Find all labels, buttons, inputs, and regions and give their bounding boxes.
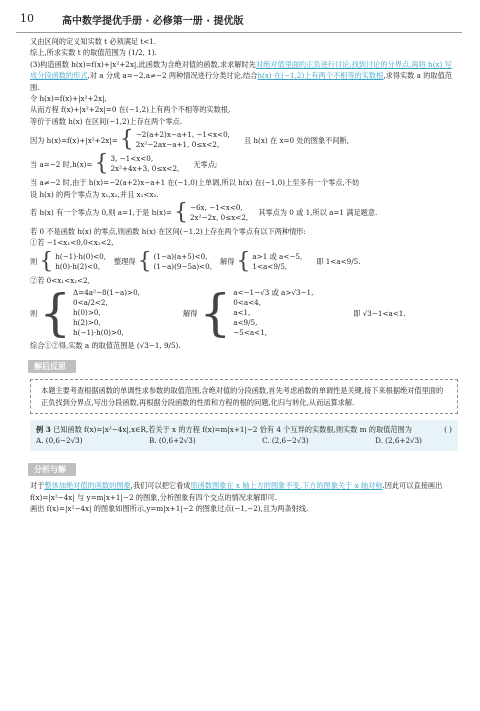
text: 对于 [30, 481, 45, 491]
case: −6x, −1<x<0, [189, 203, 243, 213]
text: ,求得实数 a 的取值范围. [30, 71, 452, 92]
cases [136, 130, 230, 150]
brace: { [137, 248, 152, 274]
piecewise-h-a-neg2 [30, 153, 458, 175]
section-heading-reflection: 解后反思 [28, 360, 76, 373]
page-header [16, 10, 462, 33]
content [30, 36, 458, 514]
text: 即 1<a<9/5. [316, 257, 361, 267]
case: −2(a+2)x−a+1, −1<x<0, [135, 130, 230, 140]
choice-c: C. (2,6−2√3) [262, 436, 309, 446]
text-line: 等价于函数 h(x) 在区间(−1,2)上存在两个零点. [30, 116, 183, 126]
case: 3, −1<x<0, [110, 154, 154, 164]
case: a>1 或 a<−5, [252, 251, 303, 261]
page-number: 10 [20, 12, 34, 25]
text-line: ②若 0<x₁<x₂<2, [30, 275, 91, 285]
cases [252, 252, 302, 272]
case: 2x²+4x+3, 0≤x<2, [110, 164, 180, 174]
text-line: 设 h(x) 的两个零点为 x₁,x₂,并且 x₁<x₂. [30, 189, 159, 199]
choices [36, 435, 452, 446]
text: ,我们可以把它看成 [130, 481, 191, 491]
choice-b: B. (0,6+2√3) [148, 436, 196, 446]
conclusion: 综合①②得,实数 a 的取值范围是 (√3−1, 9/5). [30, 341, 181, 351]
case: 2x²−2x, 0≤x<2, [189, 213, 249, 223]
cases [110, 154, 179, 174]
case-2-system [30, 284, 458, 343]
text: 无零点; [193, 159, 218, 169]
case-1-system [30, 248, 458, 274]
text: 因为 h(x)=f(x)+|x²+2x|= [30, 135, 118, 145]
text: 且 h(x) 在 x=0 处的图象不间断, [243, 135, 350, 145]
text: 若 h(x) 有一个零点为 0,则 a=1,于是 h(x)= [30, 208, 172, 218]
text: (3)构造函数 h(x)=f(x)+|x²+2x|,此函数为含绝对值的函数,求求解时先 [30, 59, 256, 69]
analysis-line: 画出 f(x)=|x²−4x| 的图象如图所示,y=m|x+1|−2 的图象过点(−1,−2),且为两条射线. [30, 503, 309, 513]
text-line: 从而方程 f(x)+|x²+2x|=0 在(−1,2)上有两个不相等的实数根, [30, 105, 231, 115]
brace: { [39, 284, 72, 343]
highlight: h(x) 在(−1,2)上有两个不相等的实数根 [257, 71, 384, 81]
highlight: 对绝对值里面的正负进行讨论,找到讨论的分界点,再将 h(x) 写成分段函数的形式 [30, 59, 452, 81]
text: 即 √3−1<a<1. [353, 308, 406, 318]
case: 1<a<9/5, [252, 261, 288, 271]
text-line: 又由区间的定义知实数 t 必须满足 t<1. [30, 37, 157, 46]
analysis-paragraph [30, 480, 458, 503]
case: 0<a<4, [233, 298, 261, 308]
piecewise-h-a1 [30, 202, 458, 224]
reflection-text: 本题主要考查根据函数的单调性求参数的取值范围,含绝对值的分段函数,首先考虑函数的单调性是关键,接下来根据绝对值里面的正负找到分界点,写出分段函数,再根据分段函数的性质和方程的根的问题,化归与转化,从而运算求解. [41, 386, 444, 407]
highlight: 原函数图象在 x 轴上方的图象不变,下方的图象关于 x 轴对称 [190, 481, 383, 491]
text: 解得 [220, 257, 235, 267]
example-label: 例 3 [36, 424, 51, 434]
case: a<9/5, [233, 318, 258, 328]
cases [190, 203, 248, 223]
text: ,对 a 分成 a=−2,a≠−2 两种情况进行分类讨论,结合 [87, 71, 258, 81]
example-text: 已知函数 f(x)=|x²−4x|,x∈R,若关于 x 的方程 f(x)=m|x+1|−2 恰有 4 个互异的实数根,则实数 m 的取值范围为 [53, 424, 412, 434]
case: (1−a)(9−5a)<0, [153, 261, 213, 271]
answer-blank: ( ) [444, 424, 452, 434]
choice-d: D. (2,6+2√3) [375, 436, 422, 446]
text-line: ①若 −1<x₁<0,0<x₂<2, [30, 238, 114, 248]
case: −5<a<1, [233, 328, 268, 338]
paragraph-3 [30, 59, 458, 93]
case: h(0)>0, [73, 308, 101, 318]
brace: { [39, 248, 54, 274]
text: 解得 [183, 308, 198, 318]
text-line: 当 a≠−2 时,由于 h(x)=−2(a+2)x−a+1 在(−1,0)上单调,所以 h(x) 在(−1,0)上至多有一个零点,不妨 [30, 178, 360, 188]
cases [73, 288, 183, 338]
text: 整理得 [114, 257, 136, 267]
brace: { [236, 248, 251, 274]
highlight: 整体加绝对值的函数的图象 [44, 481, 131, 491]
brace: { [199, 284, 232, 343]
text-line: 令 h(x)=f(x)+|x²+2x|, [30, 94, 107, 104]
reflection-box [30, 379, 458, 414]
section-heading-analysis: 分析与解 [28, 463, 76, 476]
case: h(−1)·h(0)<0, [55, 251, 107, 261]
text: 则 [30, 308, 38, 318]
text: 当 a=−2 时,h(x)= [30, 159, 93, 169]
example-3 [30, 420, 458, 451]
text: .因此可以直接画出 f(x)=|x²−4x| 与 y=m|x+1|−2 的图象,分析图象有四个交点的情况求解即可. [30, 481, 443, 502]
case: (1−a)(a+5)<0, [153, 251, 208, 261]
cases [55, 252, 106, 272]
case: 2x²−2ax−a+1, 0≤x<2, [135, 140, 220, 150]
book-title: 高中数学提优手册 · 必修第一册 · 提优版 [62, 16, 244, 27]
piecewise-h [30, 129, 458, 151]
cases [154, 252, 212, 272]
case: 0<a/2<2, [73, 298, 108, 308]
brace: { [94, 151, 109, 177]
case: h(−1)·h(0)>0, [73, 328, 124, 338]
cases [233, 288, 353, 338]
case: a<1, [233, 308, 251, 318]
case: Δ=4a²−8(1−a)>0, [73, 288, 140, 298]
case: h(2)>0, [73, 318, 101, 328]
text-line: 若 0 不是函数 h(x) 的零点,则函数 h(x) 在区间(−1,2)上存在两个零点有以下两种情形: [30, 227, 306, 237]
brace: { [119, 127, 134, 153]
case: h(0)·h(2)<0, [55, 261, 100, 271]
brace: { [173, 200, 188, 226]
text: 则 [30, 257, 38, 267]
text-line: 综上,所求实数 t 的取值范围为 (1/2, 1). [30, 48, 157, 58]
text: 其零点为 0 或 1,所以 a=1 满足题意. [258, 208, 378, 218]
case: a<−1−√3 或 a>√3−1, [233, 288, 314, 298]
choice-a: A. (0,6−2√3) [36, 436, 83, 446]
